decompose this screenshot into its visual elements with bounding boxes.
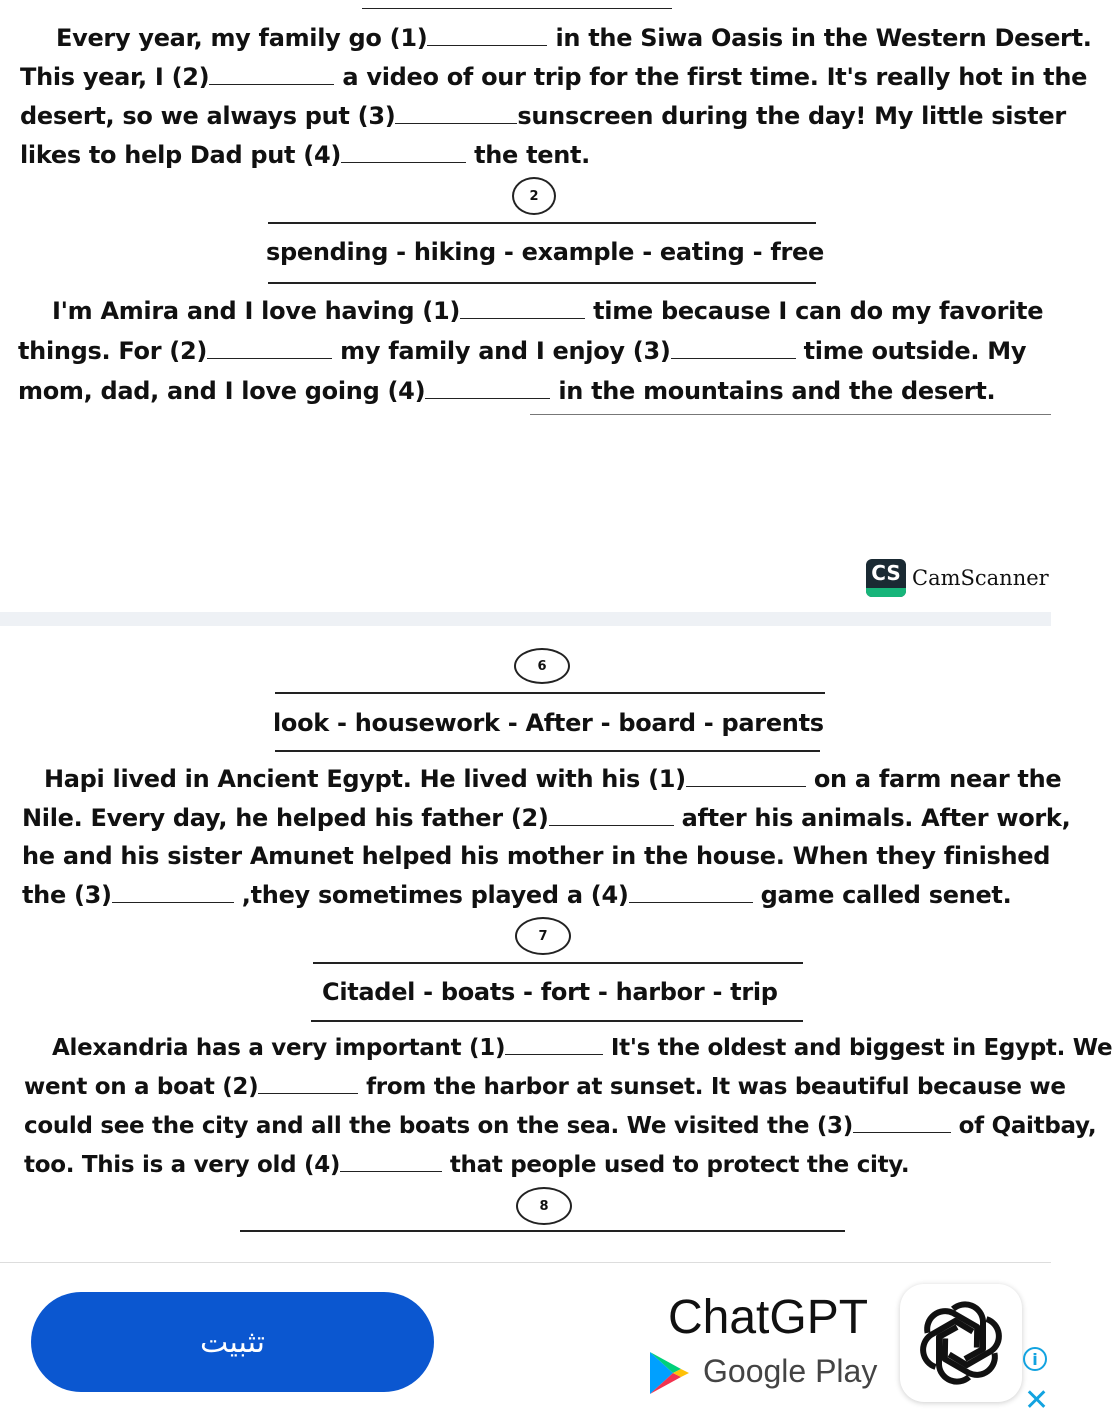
word-bank-bottom-rule [275, 750, 820, 752]
text: Hapi lived in Ancient Egypt. He lived with his (1) [44, 765, 686, 793]
top-rule [362, 8, 672, 9]
section2-bottom-rule [530, 414, 1051, 415]
page-separator [0, 612, 1051, 626]
camscanner-label: CamScanner [912, 566, 1049, 590]
answer-blank [671, 340, 796, 359]
text: time because I can do my favorite [585, 297, 1044, 325]
answer-blank [425, 380, 550, 399]
openai-logo-icon [900, 1284, 1022, 1402]
text: Alexandria has a very important (1) [52, 1035, 506, 1061]
exercise-number-6: 6 [514, 648, 570, 684]
text: in the Siwa Oasis in the Western Desert. [547, 24, 1092, 52]
text: I'm Amira and I love having (1) [52, 297, 461, 325]
text: a video of our trip for the first time. It's really hot in the [334, 63, 1088, 91]
text: desert, so we always put (3) [20, 102, 396, 130]
answer-blank [686, 768, 806, 787]
text: This year, I (2) [20, 63, 210, 91]
text: game called senet. [752, 881, 1012, 909]
text: Nile. Every day, he helped his father (2) [22, 804, 549, 832]
answer-blank [549, 807, 674, 826]
ad-app-name: ChatGPT [668, 1291, 869, 1344]
section2-line2 [18, 337, 1026, 365]
text: that people used to protect the city. [442, 1152, 910, 1178]
section1-line4 [20, 141, 590, 169]
section1-line1 [56, 24, 1092, 52]
answer-blank [258, 1075, 358, 1094]
text: from the harbor at sunset. It was beautiful because we [358, 1074, 1066, 1100]
word-bank-bottom-rule [268, 282, 816, 284]
word-bank-bottom-rule [311, 1020, 803, 1022]
text: things. For (2) [18, 337, 208, 365]
text: after his animals. After work, [673, 804, 1071, 832]
section2-line1 [52, 297, 1043, 325]
install-button[interactable]: تثبيت [31, 1292, 434, 1392]
word-bank-top-rule [313, 962, 803, 964]
answer-blank [207, 340, 332, 359]
exercise-number-7: 7 [515, 917, 571, 955]
section6-line2 [22, 804, 1070, 832]
section7-line4 [24, 1152, 909, 1178]
answer-blank [341, 144, 466, 163]
section6-line3: he and his sister Amunet helped his mother in the house. When they finished [22, 842, 1051, 870]
text: went on a boat (2) [24, 1074, 259, 1100]
text: too. This is a very old (4) [24, 1152, 341, 1178]
camscanner-logo: CS [866, 559, 906, 597]
section1-line3 [20, 102, 1066, 130]
answer-blank [340, 1153, 442, 1172]
text: of Qaitbay, [950, 1113, 1097, 1139]
text: likes to help Dad put (4) [20, 141, 342, 169]
ad-close-icon[interactable]: ✕ [1024, 1383, 1050, 1418]
answer-blank [395, 105, 517, 124]
answer-blank [209, 66, 334, 85]
text: It's the oldest and biggest in Egypt. We [603, 1035, 1112, 1061]
text: the tent. [466, 141, 590, 169]
exercise-number-2: 2 [512, 177, 556, 215]
ad-store-name: Google Play [703, 1353, 878, 1389]
answer-blank [460, 300, 585, 319]
section7-line3 [24, 1113, 1096, 1139]
text: mom, dad, and I love going (4) [18, 377, 426, 405]
text: on a farm near the [805, 765, 1062, 793]
text: my family and I enjoy (3) [332, 337, 671, 365]
text: ,they sometimes played a (4) [233, 881, 629, 909]
text: Every year, my family go (1) [56, 24, 428, 52]
answer-blank [853, 1114, 951, 1133]
text: in the mountains and the desert. [550, 377, 996, 405]
word-bank: Citadel - boats - fort - harbor - trip [322, 978, 778, 1006]
section2-line3 [18, 377, 995, 405]
word-bank: look - housework - After - board - parents [273, 709, 824, 737]
section6-line4 [22, 881, 1011, 909]
answer-blank [112, 884, 234, 903]
answer-blank [505, 1036, 603, 1055]
chatgpt-app-icon[interactable] [900, 1284, 1022, 1402]
exercise-number-8: 8 [516, 1187, 572, 1225]
section7-line2 [24, 1074, 1066, 1100]
text: sunscreen during the day! My little sister [517, 102, 1066, 130]
word-bank-top-rule [275, 692, 825, 694]
text: could see the city and all the boats on the sea. We visited the (3) [24, 1113, 853, 1139]
section6-line1 [44, 765, 1061, 793]
text: time outside. My [795, 337, 1027, 365]
section7-line1 [52, 1035, 1112, 1061]
text: the (3) [22, 881, 112, 909]
word-bank: spending - hiking - example - eating - free [266, 238, 824, 266]
answer-blank [629, 884, 753, 903]
google-play-icon [647, 1350, 691, 1396]
ad-info-icon[interactable]: i [1023, 1347, 1047, 1371]
word-bank-top-rule [240, 1230, 845, 1232]
section1-line2 [20, 63, 1087, 91]
answer-blank [427, 27, 547, 46]
word-bank-top-rule [268, 222, 816, 224]
